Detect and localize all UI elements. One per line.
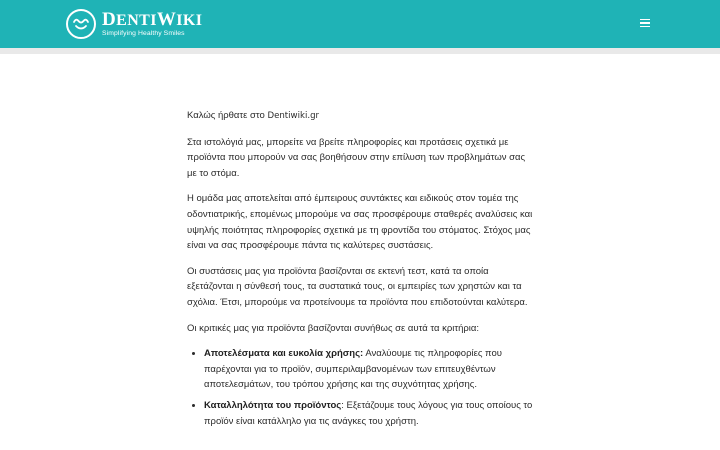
brand-name: Dentiwiki.gr	[267, 111, 320, 121]
welcome-line: Καλώς ήρθατε στο Dentiwiki.gr	[187, 110, 320, 121]
list-item	[204, 398, 535, 429]
tooth-smile-icon	[66, 9, 96, 39]
hamburger-menu-icon[interactable]	[640, 16, 654, 30]
logo-text	[102, 10, 202, 38]
article-content	[187, 108, 535, 434]
paragraph-intro: Στα ιστολόγιά μας, μπορείτε να βρείτε πληροφορίες και προτάσεις σχετικά με προϊόντα που μπορούν να σας βοηθήσουν στην επίλυση των προβλημάτων σας με το στόμα.	[187, 136, 526, 179]
criterion-title: Αποτελέσματα και ευκολία χρήσης:	[204, 348, 364, 360]
header-divider	[0, 48, 720, 54]
logo-name: DENTIWIKI	[102, 9, 203, 31]
criteria-list	[187, 346, 535, 429]
site-logo[interactable]	[66, 8, 202, 40]
paragraph-recommendations: Οι συστάσεις μας για προϊόντα βασίζονται σε εκτενή τεστ, κατά τα οποία εξετάζονται η σύνθεσή τους, τα συστατικά τους, οι εμπειρίες των χρηστών και τα σχόλια. Έτσι, μπορούμε να προτείνουμε τα προϊόντα που επιδοτούνται καλύτερα.	[187, 265, 528, 308]
criterion-title: Καταλληλότητα του προϊόντος	[204, 399, 342, 411]
logo-tagline: Simplifying Healthy Smiles	[102, 30, 185, 38]
paragraph-criteria-intro: Οι κριτικές μας για προϊόντα βασίζονται συνήθως σε αυτά τα κριτήρια:	[187, 322, 480, 334]
list-item	[204, 346, 535, 393]
criterion-text: : Εξετάζουμε τους λόγους για τους οποίους το προϊόν είναι κατάλληλο για τις ανάγκες του χρήστη.	[204, 399, 533, 427]
criterion-text: Αναλύουμε τις πληροφορίες που παρέχονται για το προϊόν, συμπεριλαμβανομένων των επιτευχθέντων αποτελεσμάτων, του τρόπου χρήσης και της συχνότητας χρήσης.	[204, 348, 502, 391]
paragraph-team: Η ομάδα μας αποτελείται από έμπειρους συντάκτες και ειδικούς στον τομέα της οδοντιατρικής, επομένως μπορούμε να σας προσφέρουμε σταθερές αναλύσεις και υψηλής ποιότητας πληροφορίες σχετικά με τη φροντίδα του στόματος. Στόχος μας είναι να σας προσφέρουμε πάντα τις καλύτερες συστάσεις.	[187, 193, 533, 252]
site-header	[0, 0, 720, 48]
